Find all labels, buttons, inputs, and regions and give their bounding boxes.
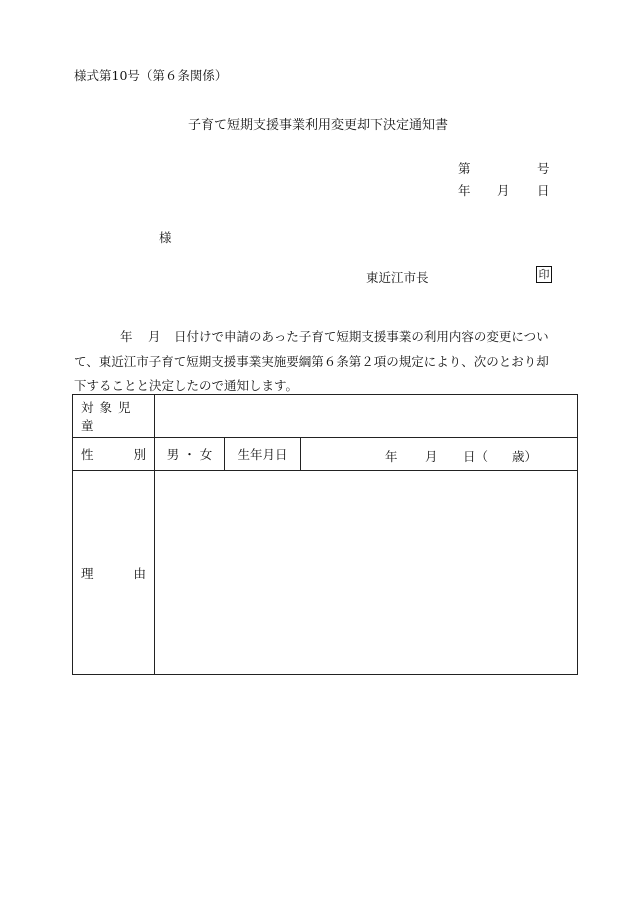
subject-child-value — [155, 395, 578, 438]
birth-day-age-open: 日（ — [463, 449, 489, 464]
row-reason — [73, 471, 578, 675]
document-title: 子育て短期支援事業利用変更却下決定通知書 — [188, 118, 449, 133]
seal-mark: 印 — [536, 266, 552, 283]
body-line-3: 下することと決定したので通知します。 — [74, 378, 299, 393]
sex-label-cell — [73, 438, 155, 471]
birth-label: 生年月日 — [225, 438, 301, 471]
date-month: 月 — [497, 183, 510, 198]
reason-label-1: 理 — [81, 565, 94, 581]
form-number: 様式第10号（第６条関係） — [74, 68, 228, 83]
body-line-2: て、東近江市子育て短期支援事業実施要綱第６条第２項の規定により、次のとおり却 — [74, 354, 549, 369]
body-month: 月 — [148, 329, 161, 344]
body-line-1-text: 日付けで申請のあった子育て短期支援事業の利用内容の変更につい — [174, 329, 549, 344]
date-year: 年 — [458, 183, 471, 198]
date-day: 日 — [537, 183, 550, 198]
addressee-suffix: 様 — [159, 230, 172, 245]
sex-label-2: 別 — [133, 447, 146, 462]
sex-label-1: 性 — [81, 447, 94, 462]
issuer-name: 東近江市長 — [366, 270, 429, 285]
notification-table — [72, 394, 578, 675]
body-year: 年 — [120, 329, 133, 344]
reason-label-2: 由 — [133, 565, 146, 581]
doc-number-suffix: 号 — [537, 161, 550, 176]
row-subject-child — [73, 395, 578, 438]
subject-child-label-cell — [73, 395, 155, 438]
birth-age-close: 歳） — [512, 449, 538, 464]
reason-label-cell — [73, 471, 155, 675]
birth-value-cell — [301, 438, 578, 471]
reason-value — [155, 471, 578, 675]
birth-month: 月 — [425, 449, 438, 464]
sex-options: 男 ・ 女 — [155, 438, 225, 471]
row-sex-birth — [73, 438, 578, 471]
subject-child-label: 対象児童 — [81, 400, 137, 433]
doc-number-prefix: 第 — [458, 161, 471, 176]
birth-year: 年 — [385, 449, 398, 464]
